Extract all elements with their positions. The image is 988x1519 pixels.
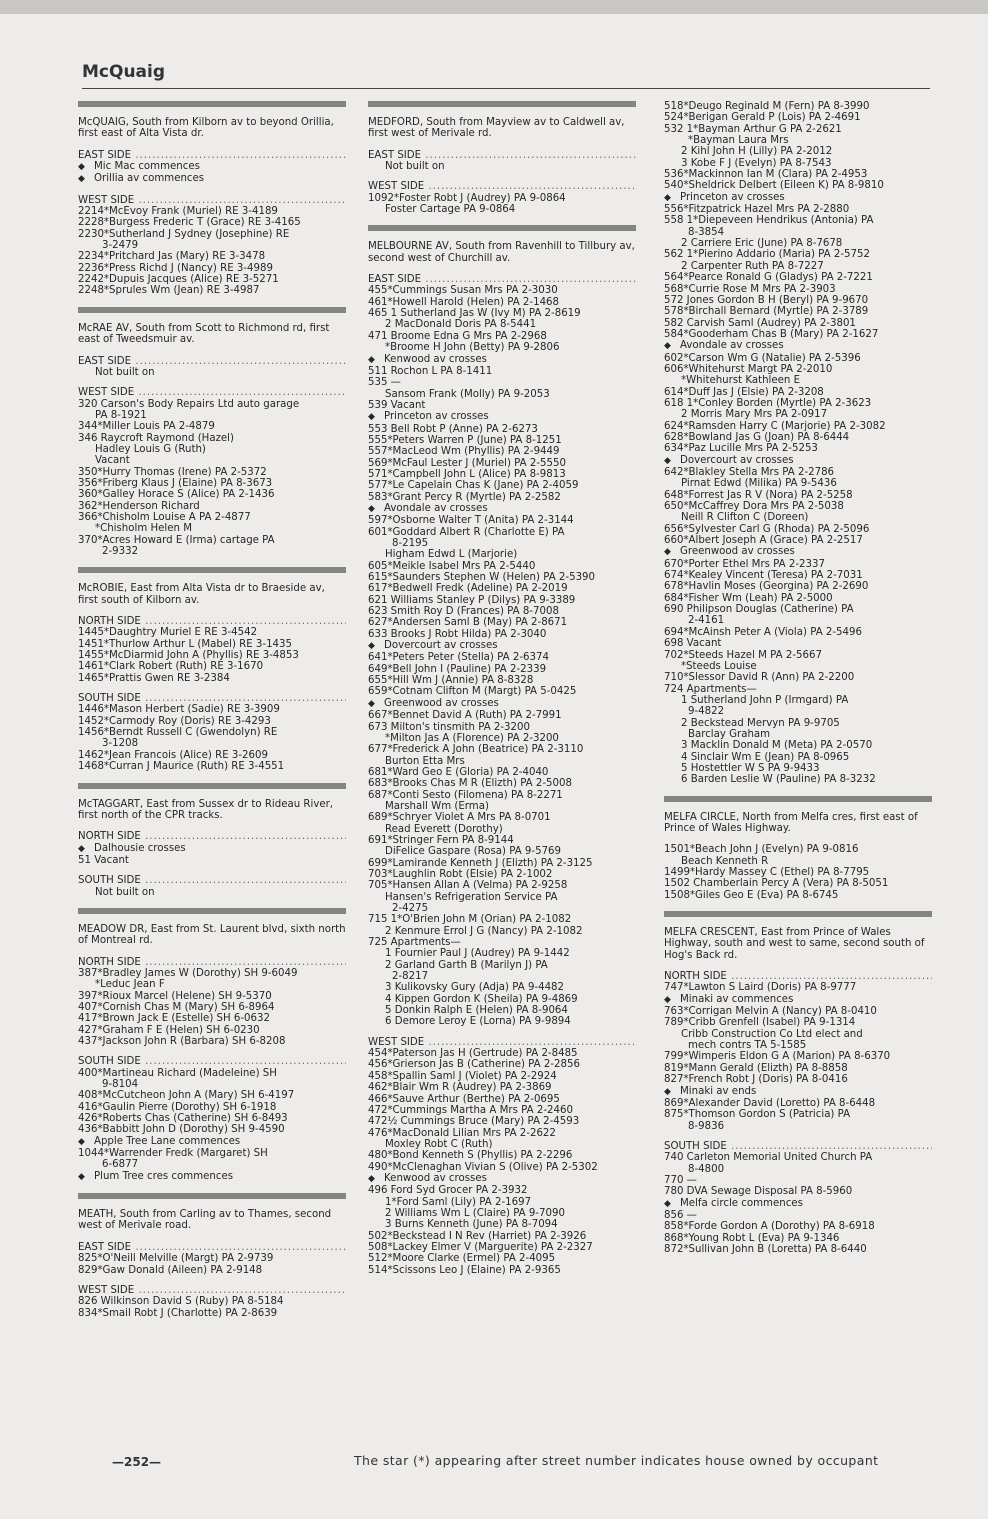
listing-entry: 437*Jackson John R (Barbara) SH 6-8208 (78, 1036, 286, 1047)
listing-entry: 674*Kealey Vincent (Teresa) PA 2-7031 (664, 570, 863, 582)
side-label: WEST SIDE ..... (78, 387, 346, 398)
listing-entry: 642*Blakley Stella Mrs PA 2-2786 (664, 467, 835, 478)
listing-entry: 360*Galley Horace S (Alice) PA 2-1436 (78, 489, 275, 501)
side-label: EAST SIDE ..... (78, 356, 346, 367)
side-label: EAST SIDE ..... (78, 1242, 346, 1253)
listing-entry: 2236*Press Richd J (Nancy) RE 3-4989 (78, 262, 273, 274)
listing-subentry: 3 Macklin Donald M (Meta) PA 2-0570 (681, 740, 873, 752)
listing-subentry: 3 Burns Kenneth (June) PA 8-7094 (385, 1219, 558, 1231)
listing-entry: 601*Goddard Albert R (Charlotte E) PA (368, 526, 565, 538)
listing-entry: 553 Bell Robt P (Anne) PA 2-6273 (368, 423, 538, 435)
listing-subentry: Vacant (95, 455, 130, 467)
crossing-note: ◆ Kenwood av crosses (368, 1173, 636, 1185)
listing-entry: 627*Andersen Saml B (May) PA 2-8671 (368, 617, 568, 629)
listing-subentry: Hadley Louis G (Ruth) (95, 443, 206, 455)
street-heading: MELBOURNE AV, South from Ravenhill to Tillbury av, second west of Churchill av. (368, 241, 635, 264)
crossing-note: ◆ Plum Tree cres commences (78, 1171, 346, 1183)
listing-entry: 687*Conti Sesto (Filomena) PA 8-2271 (368, 789, 563, 801)
listing-subentry: *Leduc Jean F (95, 979, 165, 991)
listing-entry: 618 1*Conley Borden (Myrtle) PA 2-3623 (664, 397, 872, 409)
side-label: EAST SIDE ..... (368, 150, 636, 161)
section-divider (368, 101, 636, 107)
listing-entry: 649*Bell John I (Pauline) PA 2-2339 (368, 663, 547, 675)
listing-entry: 770 — (664, 1174, 697, 1186)
listing-entry: 677*Frederick A John (Beatrice) PA 2-3110 (368, 744, 584, 756)
listing-subentry: 2 Beckstead Mervyn PA 9-9705 (681, 717, 840, 729)
listing-entry: 458*Spallin Saml J (Violet) PA 2-2924 (368, 1070, 557, 1082)
side-label: WEST SIDE ..... (368, 1037, 636, 1048)
listing-entry: 356*Friberg Klaus J (Elaine) PA 8-3673 (78, 477, 273, 489)
listing-subentry: Higham Edwd L (Marjorie) (385, 549, 518, 561)
listing-subentry: 2 Kihl John H (Lilly) PA 2-2012 (681, 146, 833, 158)
listing-entry: 1451*Thurlow Arthur L (Mabel) RE 3-1435 (78, 638, 293, 650)
section-divider (78, 908, 346, 914)
listing-continuation: 2-4161 (688, 615, 725, 627)
listing-entry: 407*Cornish Chas M (Mary) SH 6-8964 (78, 1001, 275, 1013)
listing-entry: 400*Martineau Richard (Madeleine) SH (78, 1067, 277, 1079)
listing-entry: 569*McFaul Lester J (Muriel) PA 2-5550 (368, 457, 566, 469)
listing-entry: 789*Cribb Grenfell (Isabel) PA 9-1314 (664, 1017, 856, 1029)
section-divider (78, 1193, 346, 1199)
listing-entry: 829*Gaw Donald (Aileen) PA 2-9148 (78, 1264, 263, 1276)
listing-entry: 514*Scissons Leo J (Elaine) PA 2-9365 (368, 1264, 561, 1276)
street-heading: McROBIE, East from Alta Vista dr to Braeside av, first south of Kilborn av. (78, 583, 325, 606)
listing-entry: 684*Fisher Wm (Leah) PA 2-5000 (664, 592, 833, 604)
crossing-note: ◆ Dovercourt av crosses (368, 640, 636, 652)
listing-entry: 346 Raycroft Raymond (Hazel) (78, 432, 234, 444)
listing-subentry: *Chisholm Helen M (95, 523, 192, 535)
listing-continuation: Barclay Graham (688, 728, 771, 740)
side-label: SOUTH SIDE ..... (78, 693, 346, 704)
street-heading: MELFA CRESCENT, East from Prince of Wales Highway, south and west to same, second south of Hog's Back rd. (664, 927, 925, 961)
listing-subentry: 2 Carriere Eric (June) PA 8-7678 (681, 238, 843, 250)
spacer (368, 215, 636, 225)
listing-entry: 490*McClenaghan Vivian S (Olive) PA 2-5302 (368, 1161, 598, 1173)
listing-entry: 725 Apartments— (368, 937, 461, 949)
side-label: SOUTH SIDE ..... (78, 1056, 346, 1067)
listing-entry: 799*Wimperis Eldon G A (Marion) PA 8-6370 (664, 1051, 891, 1063)
listing-subentry: 3 Kobe F J (Evelyn) PA 8-7543 (681, 157, 832, 169)
crossing-note: ◆ Orillia av commences (78, 173, 346, 185)
listing-subentry: 4 Kippen Gordon K (Sheila) PA 9-4869 (385, 993, 578, 1005)
crossing-note: ◆ Minaki av ends (664, 1086, 932, 1098)
listing-subentry: Cribb Construction Co Ltd elect and (681, 1028, 863, 1040)
listing-entry: 605*Meikle Isabel Mrs PA 2-5440 (368, 560, 536, 572)
listing-entry: 615*Saunders Stephen W (Helen) PA 2-5390 (368, 572, 596, 584)
listing-entry: 465 1 Sutherland Jas W (Ivy M) PA 2-8619 (368, 308, 581, 320)
listing-entry: 436*Babbitt John D (Dorothy) SH 9-4590 (78, 1124, 285, 1136)
listing-entry: 694*McAinsh Peter A (Viola) PA 2-5496 (664, 626, 862, 638)
listing-subentry: *Milton Jas A (Florence) PA 2-3200 (385, 732, 559, 744)
listing-entry: 472*Cummings Martha A Mrs PA 2-2460 (368, 1104, 573, 1116)
section-divider (78, 783, 346, 789)
listing-subentry: Marshall Wm (Erma) (385, 800, 489, 812)
listing-entry: 2242*Dupuis Jacques (Alice) RE 3-5271 (78, 274, 279, 286)
spacer (78, 1183, 346, 1193)
listing-entry: 1499*Hardy Massey C (Ethel) PA 8-7795 (664, 867, 870, 878)
listing-entry: 397*Rioux Marcel (Helene) SH 9-5370 (78, 990, 272, 1002)
listing-subentry: Not built on (95, 366, 155, 378)
listing-entry: 690 Philipson Douglas (Catherine) PA (664, 604, 854, 616)
listing-entry: 1462*Jean Francois (Alice) RE 3-2609 (78, 749, 268, 761)
listing-entry: 650*McCaffrey Dora Mrs PA 2-5038 (664, 501, 844, 513)
listing-entry: 564*Pearce Ronald G (Gladys) PA 2-7221 (664, 272, 873, 284)
crossing-note: ◆ Avondale av crosses (368, 503, 636, 515)
street-heading: MELFA CIRCLE, North from Melfa cres, first east of Prince of Wales Highway. (664, 811, 918, 834)
listing-subentry: 6 Barden Leslie W (Pauline) PA 8-3232 (681, 774, 876, 786)
listing-entry: 476*MacDonald Lilian Mrs PA 2-2622 (368, 1127, 556, 1139)
listing-entry: 825*O'Neill Melville (Margt) PA 2-9739 (78, 1253, 274, 1265)
listing-entry: 362*Henderson Richard (78, 500, 200, 512)
listing-entry: 1465*Prattis Gwen RE 3-2384 (78, 672, 230, 684)
listing-entry: 681*Ward Geo E (Gloria) PA 2-4040 (368, 766, 549, 778)
listing-subentry: Burton Etta Mrs (385, 755, 465, 767)
directory-column-1 (78, 101, 346, 1319)
listing-entry: 1456*Berndt Russell C (Gwendolyn) RE (78, 727, 278, 739)
listing-entry: 582 Carvish Saml (Audrey) PA 2-3801 (664, 317, 856, 329)
listing-entry: 466*Sauve Arthur (Berthe) PA 2-0695 (368, 1093, 560, 1105)
directory-column-3 (664, 101, 932, 1255)
listing-entry: 678*Havlin Moses (Georgina) PA 2-2690 (664, 581, 869, 593)
listing-entry: 667*Bennet David A (Ruth) PA 2-7991 (368, 710, 562, 722)
listing-entry: 471 Broome Edna G Mrs PA 2-2968 (368, 330, 547, 342)
side-label: EAST SIDE ..... (78, 150, 346, 161)
listing-subentry: *Broome H John (Betty) PA 9-2806 (385, 342, 560, 354)
listing-entry: 366*Chisholm Louise A PA 2-4877 (78, 511, 251, 523)
listing-entry: 2234*Pritchard Jas (Mary) RE 3-3478 (78, 251, 266, 263)
listing-entry: 455*Cummings Susan Mrs PA 2-3030 (368, 285, 558, 297)
crossing-note: ◆ Apple Tree Lane commences (78, 1136, 346, 1148)
listing-entry: 628*Bowland Jas G (Joan) PA 8-6444 (664, 431, 850, 443)
listing-entry: 2248*Sprules Wm (Jean) RE 3-4987 (78, 285, 260, 297)
listing-entry: 875*Thomson Gordon S (Patricia) PA (664, 1109, 851, 1121)
listing-entry: 660*Albert Joseph A (Grace) PA 2-2517 (664, 535, 863, 547)
listing-entry: 597*Osborne Walter T (Anita) PA 2-3144 (368, 515, 574, 527)
crossing-note: ◆ Dovercourt av crosses (664, 455, 932, 467)
section-divider (664, 911, 932, 917)
crossing-note: ◆ Avondale av crosses (664, 340, 932, 352)
listing-entry: 1461*Clark Robert (Ruth) RE 3-1670 (78, 661, 264, 673)
listing-entry: 673 Milton's tinsmith PA 2-3200 (368, 721, 530, 733)
listing-entry: 621 Williams Stanley P (Dilys) PA 9-3389 (368, 594, 576, 606)
listing-entry: 535 — (368, 377, 401, 389)
section-divider (368, 225, 636, 231)
side-label: WEST SIDE ..... (78, 1285, 346, 1296)
listing-entry: 508*Lackey Elmer V (Marguerite) PA 2-2327 (368, 1241, 593, 1253)
listing-entry: 461*Howell Harold (Helen) PA 2-1468 (368, 296, 560, 308)
crossing-note: ◆ Mic Mac commences (78, 161, 346, 173)
listing-subentry: 5 Donkin Ralph E (Helen) PA 8-9064 (385, 1005, 568, 1017)
listing-entry: 763*Corrigan Melvin A (Nancy) PA 8-0410 (664, 1006, 877, 1018)
listing-continuation: 9-4822 (688, 706, 725, 718)
listing-entry: 715 1*O'Brien John M (Orian) PA 2-1082 (368, 914, 572, 926)
listing-entry: 427*Graham F E (Helen) SH 6-0230 (78, 1024, 260, 1036)
listing-entry: 710*Slessor David R (Ann) PA 2-2200 (664, 672, 855, 684)
spacer (78, 898, 346, 908)
street-heading: MEDFORD, South from Mayview av to Caldwell av, first west of Merivale rd. (368, 117, 625, 140)
listing-entry: 370*Acres Howard E (Irma) cartage PA (78, 534, 275, 546)
listing-subentry: 5 Hostettler W S PA 9-9433 (681, 762, 820, 774)
listing-entry: 496 Ford Syd Grocer PA 2-3932 (368, 1185, 528, 1197)
listing-entry: 578*Birchall Bernard (Myrtle) PA 2-3789 (664, 306, 869, 318)
listing-entry: 683*Brooks Chas M R (Elizth) PA 2-5008 (368, 778, 572, 790)
listing-entry: 689*Schryer Violet A Mrs PA 8-0701 (368, 812, 551, 824)
listing-entry: 472½ Cummings Bruce (Mary) PA 2-4593 (368, 1116, 580, 1128)
listing-subentry: 4 Sinclair Wm E (Jean) PA 8-0965 (681, 751, 850, 763)
listing-entry: 480*Bond Kenneth S (Phyllis) PA 2-2296 (368, 1150, 573, 1162)
listing-entry: 502*Beckstead I N Rev (Harriet) PA 2-3926 (368, 1230, 587, 1242)
street-heading: MEATH, South from Carling av to Thames, second west of Merivale road. (78, 1209, 332, 1232)
listing-entry: 572 Jones Gordon B H (Beryl) PA 9-9670 (664, 294, 869, 306)
side-label: NORTH SIDE ..... (78, 831, 346, 842)
listing-entry: 702*Steeds Hazel M PA 2-5667 (664, 649, 822, 661)
listing-entry: 417*Brown Jack E (Estelle) SH 6-0632 (78, 1013, 270, 1025)
listing-subentry: 2 Williams Wm L (Claire) PA 9-7090 (385, 1207, 565, 1219)
listing-entry: 724 Apartments— (664, 683, 757, 695)
side-label: EAST SIDE ..... (368, 274, 636, 285)
listing-subentry: Hansen's Refrigeration Service PA (385, 891, 558, 903)
listing-subentry: Read Everett (Dorothy) (385, 823, 503, 835)
listing-subentry: 2 Garland Garth B (Marilyn J) PA (385, 959, 548, 971)
listing-subentry: 6 Demore Leroy E (Lorna) PA 9-9894 (385, 1016, 571, 1028)
listing-entry: 555*Peters Warren P (June) PA 8-1251 (368, 434, 562, 446)
listing-entry: 602*Carson Wm G (Natalie) PA 2-5396 (664, 352, 861, 364)
side-label: SOUTH SIDE ..... (664, 1141, 932, 1152)
listing-entry: 819*Mann Gerald (Elizth) PA 8-8858 (664, 1062, 848, 1074)
page-top-edge (0, 0, 988, 14)
page-title: McQuaig (82, 62, 166, 82)
listing-entry: 747*Lawton S Laird (Doris) PA 8-9777 (664, 982, 857, 994)
listing-continuation: 2-4275 (392, 903, 429, 914)
section-divider (78, 567, 346, 573)
listing-entry: 416*Gaulin Pierre (Dorothy) SH 6-1918 (78, 1101, 277, 1113)
section-divider (664, 796, 932, 802)
section-divider (78, 101, 346, 107)
listing-entry: 558 1*Diepeveen Hendrikus (Antonia) PA (664, 215, 874, 227)
listing-subentry: 1 Fournier Paul J (Audrey) PA 9-1442 (385, 948, 570, 960)
listing-entry: 868*Young Robt L (Eva) PA 9-1346 (664, 1232, 840, 1244)
side-label: WEST SIDE ..... (78, 195, 346, 206)
listing-entry: 740 Carleton Memorial United Church PA (664, 1152, 873, 1164)
listing-entry: 703*Laughlin Robt (Elsie) PA 2-1002 (368, 868, 553, 880)
listing-entry: 344*Miller Louis PA 2-4879 (78, 421, 215, 433)
listing-entry: 350*Hurry Thomas (Irene) PA 2-5372 (78, 466, 267, 478)
listing-entry: 699*Lamirande Kenneth J (Elizth) PA 2-3125 (368, 857, 593, 869)
directory-column-2 (368, 101, 636, 1276)
listing-subentry: 2 MacDonald Doris PA 8-5441 (385, 319, 537, 331)
spacer (664, 786, 932, 796)
side-label: WEST SIDE ..... (368, 181, 636, 192)
street-heading: MEADOW DR, East from St. Laurent blvd, sixth north of Montreal rd. (78, 923, 346, 947)
listing-entry: 705*Hansen Allan A (Velma) PA 2-9258 (368, 880, 568, 892)
listing-entry: 698 Vacant (664, 638, 722, 650)
listing-subentry: *Whitehurst Kathleen E (681, 375, 801, 387)
listing-entry: 1446*Mason Herbert (Sadie) RE 3-3909 (78, 704, 280, 716)
listing-entry: 1092*Foster Robt J (Audrey) PA 9-0864 (368, 192, 566, 204)
listing-entry: 858*Forde Gordon A (Dorothy) PA 8-6918 (664, 1221, 875, 1233)
listing-entry: 648*Forrest Jas R V (Nora) PA 2-5258 (664, 489, 853, 501)
listing-subentry: 3 Kulikovsky Gury (Adja) PA 9-4482 (385, 982, 565, 994)
listing-entry: 556*Fitzpatrick Hazel Mrs PA 2-2880 (664, 204, 850, 216)
listing-entry: 571*Campbell John L (Alice) PA 8-9813 (368, 468, 566, 480)
listing-entry: 2214*McEvoy Frank (Muriel) RE 3-4189 (78, 206, 278, 218)
listing-entry: 834*Smail Robt J (Charlotte) PA 2-8639 (78, 1307, 278, 1319)
listing-entry: 624*Ramsden Harry C (Marjorie) PA 2-3082 (664, 420, 886, 432)
listing-entry: 655*Hill Wm J (Annie) PA 8-8328 (368, 675, 534, 687)
listing-entry: 691*Stringer Fern PA 8-9144 (368, 834, 514, 846)
listing-continuation: *Bayman Laura Mrs (688, 135, 789, 147)
listing-subentry: Sansom Frank (Molly) PA 9-2053 (385, 388, 550, 400)
spacer (664, 901, 932, 911)
listing-continuation: mech contrs TA 5-1585 (688, 1040, 807, 1052)
listing-entry: 387*Bradley James W (Dorothy) SH 9-6049 (78, 967, 298, 979)
listing-entry: 584*Gooderham Chas B (Mary) PA 2-1627 (664, 328, 879, 340)
listing-subentry: Pirnat Edwd (Milika) PA 9-5436 (681, 478, 837, 490)
crossing-note: ◆ Princeton av crosses (368, 411, 636, 423)
listing-entry: 623 Smith Roy D (Frances) PA 8-7008 (368, 606, 559, 618)
listing-entry: 1445*Daughtry Muriel E RE 3-4542 (78, 627, 258, 639)
listing-entry: 1044*Warrender Fredk (Margaret) SH (78, 1148, 268, 1160)
listing-entry: 869*Alexander David (Loretto) PA 8-6448 (664, 1097, 876, 1109)
listing-entry: 872*Sullivan John B (Loretta) PA 8-6440 (664, 1243, 867, 1255)
listing-entry: 557*MacLeod Wm (Phyllis) PA 2-9449 (368, 446, 560, 458)
listing-subentry: 1 Sutherland John P (Irmgard) PA (681, 694, 849, 706)
crossing-note: ◆ Princeton av crosses (664, 192, 932, 204)
listing-entry: 456*Grierson Jas B (Catherine) PA 2-2856 (368, 1059, 580, 1071)
listing-entry: 532 1*Bayman Arthur G PA 2-2621 (664, 123, 842, 135)
listing-subentry: 2 Kenmure Errol J G (Nancy) PA 2-1082 (385, 925, 583, 937)
spacer (78, 297, 346, 307)
listing-entry: 426*Roberts Chas (Catherine) SH 6-8493 (78, 1113, 288, 1125)
listing-continuation: 2-8217 (392, 971, 429, 983)
listing-entry: 633 Brooks J Robt Hilda) PA 2-3040 (368, 628, 547, 640)
listing-entry: 1508*Giles Geo E (Eva) PA 8-6745 (664, 889, 839, 901)
listing-entry: 614*Duff Jas J (Elsie) PA 2-3208 (664, 386, 824, 398)
listing-entry: 659*Cotnam Clifton M (Margt) PA 5-0425 (368, 686, 577, 698)
crossing-note: ◆ Kenwood av crosses (368, 354, 636, 366)
listing-entry: 827*French Robt J (Doris) PA 8-0416 (664, 1074, 848, 1086)
crossing-note: ◆ Greenwood av crosses (368, 698, 636, 710)
listing-subentry: Not built on (95, 886, 155, 898)
street-heading: McQUAIG, South from Kilborn av to beyond Orillia, first east of Alta Vista dr. (78, 117, 334, 140)
crossing-note: ◆ Melfa circle commences (664, 1198, 932, 1210)
listing-subentry: 2 Carpenter Ruth PA 8-7227 (681, 260, 824, 272)
listing-subentry: Moxley Robt C (Ruth) (385, 1138, 493, 1150)
crossing-note: ◆ Greenwood av crosses (664, 546, 932, 558)
listing-continuation: 3-1208 (102, 738, 139, 750)
listing-entry: 1501*Beach John J (Evelyn) PA 9-0816 (664, 844, 859, 856)
listing-entry: 2230*Sutherland J Sydney (Josephine) RE (78, 228, 290, 240)
listing-subentry: PA 8-1921 (95, 409, 147, 421)
listing-entry: 826 Wilkinson David S (Ruby) PA 8-5184 (78, 1296, 284, 1308)
listing-continuation: 2-9332 (102, 546, 139, 557)
listing-entry: 2228*Burgess Frederic T (Grace) RE 3-4165 (78, 217, 301, 229)
listing-subentry: Not built on (385, 161, 445, 173)
listing-subentry: Neill R Clifton C (Doreen) (681, 512, 809, 524)
listing-subentry: DiFelice Gaspare (Rosa) PA 9-5769 (385, 846, 562, 858)
side-label: NORTH SIDE ..... (664, 971, 932, 982)
listing-continuation: 8-2195 (392, 538, 429, 549)
listing-entry: 1455*McDiarmid John A (Phyllis) RE 3-4853 (78, 650, 299, 662)
listing-entry: 511 Rochon L PA 8-1411 (368, 365, 493, 377)
section-divider (78, 307, 346, 313)
listing-entry: 1452*Carmody Roy (Doris) RE 3-4293 (78, 715, 271, 727)
listing-entry: 568*Currie Rose M Mrs PA 2-3903 (664, 283, 836, 295)
listing-continuation: 6-6877 (102, 1159, 139, 1171)
crossing-note: ◆ Minaki av commences (664, 994, 932, 1006)
listing-entry: 641*Peters Peter (Stella) PA 2-6374 (368, 652, 549, 664)
crossing-note: ◆ Dalhousie crosses (78, 843, 346, 855)
listing-entry: 540*Sheldrick Delbert (Eileen K) PA 8-9810 (664, 180, 884, 192)
side-label: NORTH SIDE ..... (78, 616, 346, 627)
spacer (78, 773, 346, 783)
listing-entry: 606*Whitehurst Margt PA 2-2010 (664, 363, 833, 375)
side-label: SOUTH SIDE ..... (78, 875, 346, 886)
street-heading: McTAGGART, East from Sussex dr to Rideau River, first north of the CPR tracks. (78, 798, 334, 821)
listing-continuation: 8-9836 (688, 1120, 725, 1132)
listing-subentry: *Steeds Louise (681, 660, 757, 672)
listing-subentry: Beach Kenneth R (681, 855, 769, 867)
spacer (78, 557, 346, 567)
listing-entry: 320 Carson's Body Repairs Ltd auto garage (78, 398, 300, 410)
listing-subentry: Foster Cartage PA 9-0864 (385, 204, 516, 216)
listing-entry: 512*Moore Clarke (Ermel) PA 2-4095 (368, 1253, 556, 1265)
listing-entry: 1468*Curran J Maurice (Ruth) RE 3-4551 (78, 761, 285, 773)
listing-entry: 562 1*Pierino Addario (Maria) PA 2-5752 (664, 249, 870, 261)
footer-note: The star (*) appearing after street number indicates house owned by occupant (354, 1453, 879, 1468)
side-label: NORTH SIDE ..... (78, 957, 346, 968)
page-number: —252— (112, 1455, 162, 1469)
listing-entry: 408*McCutcheon John A (Mary) SH 6-4197 (78, 1090, 295, 1102)
listing-entry: 670*Porter Ethel Mrs PA 2-2337 (664, 558, 825, 570)
listing-continuation: 8-3854 (688, 226, 725, 238)
listing-entry: 583*Grant Percy R (Myrtle) PA 2-2582 (368, 491, 561, 503)
listing-entry: 518*Deugo Reginald M (Fern) PA 8-3990 (664, 101, 870, 112)
listing-entry: 617*Bedwell Fredk (Adeline) PA 2-2019 (368, 583, 568, 595)
listing-entry: 856 — (664, 1209, 697, 1221)
listing-entry: 462*Blair Wm R (Audrey) PA 2-3869 (368, 1082, 552, 1094)
street-heading: McRAE AV, South from Scott to Richmond rd, first east of Tweedsmuir av. (78, 322, 330, 346)
listing-entry: 539 Vacant (368, 399, 426, 411)
listing-entry: 656*Sylvester Carl G (Rhoda) PA 2-5096 (664, 523, 870, 535)
listing-continuation: 3-2479 (102, 240, 139, 252)
listing-entry: 1502 Chamberlain Percy A (Vera) PA 8-5051 (664, 878, 889, 890)
listing-continuation: 8-4800 (688, 1163, 725, 1175)
listing-entry: 51 Vacant (78, 854, 129, 866)
listing-subentry: 2 Morris Mary Mrs PA 2-0917 (681, 409, 828, 421)
listing-entry: 536*Mackinnon Ian M (Clara) PA 2-4953 (664, 169, 868, 181)
listing-entry: 577*Le Capelain Chas K (Jane) PA 2-4059 (368, 480, 579, 492)
title-rule (82, 88, 930, 89)
listing-entry: 780 DVA Sewage Disposal PA 8-5960 (664, 1186, 853, 1198)
listing-entry: 454*Paterson Jas H (Gertrude) PA 2-8485 (368, 1048, 578, 1060)
listing-entry: 524*Berigan Gerald P (Lois) PA 2-4691 (664, 112, 861, 124)
listing-entry: 634*Paz Lucille Mrs PA 2-5253 (664, 443, 818, 455)
listing-continuation: 9-8104 (102, 1079, 139, 1091)
listing-subentry: 1*Ford Saml (Lily) PA 2-1697 (385, 1196, 532, 1208)
